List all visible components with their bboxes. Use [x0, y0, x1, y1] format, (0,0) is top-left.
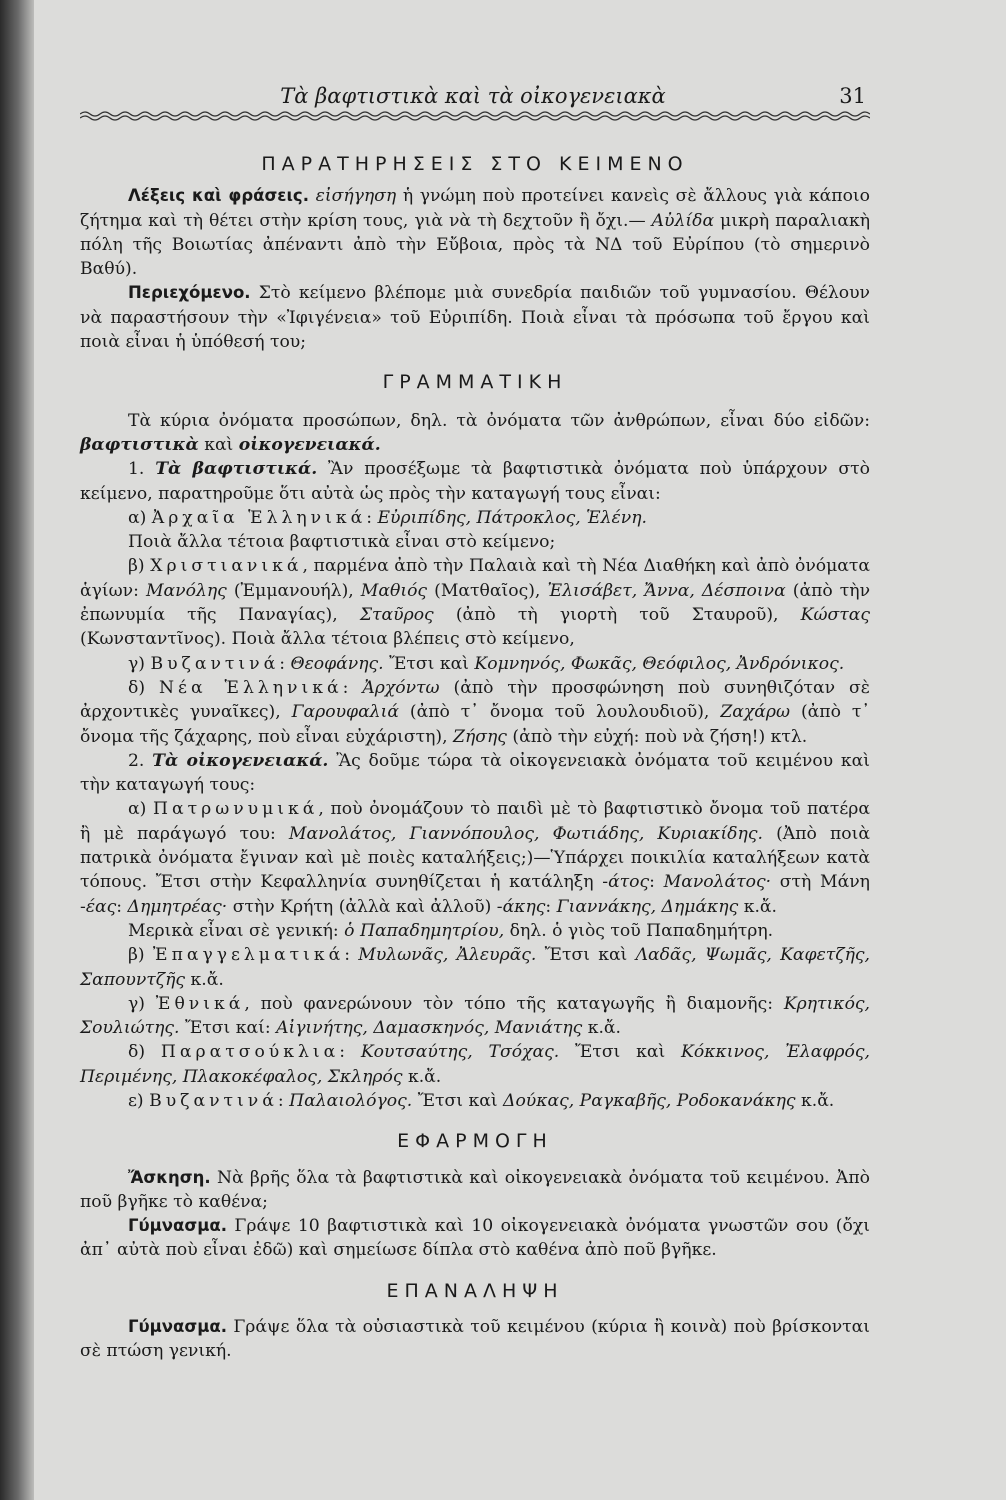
- exercise-gymnasma-2: Γύμνασμα. Γράψε ὅλα τὰ οὐσιαστικὰ τοῦ κειμένου (κύρια ἢ κοινὰ) ποὺ βρίσκονται σὲ πτώση γενική.: [80, 1317, 870, 1362]
- grammar-section-2: 2. Τὰ οἰκογενειακά. Ἂς δοῦμε τώρα τὰ οἰκογενειακὰ ὀνόματα τοῦ κειμένου καὶ τὴν καταγωγή τους:: [80, 750, 870, 796]
- lexeis-label: Λέξεις καὶ φράσεις.: [128, 186, 309, 206]
- page-number: 31: [839, 84, 866, 108]
- paragraph-lexeis: Λέξεις καὶ φράσεις. εἰσήγηση ἡ γνώμη ποὺ προτείνει κανεὶς σὲ ἄλλους γιὰ κάποιο ζήτημα καὶ τὴ θέτει στὴν κρίση τους, γιὰ νὰ τὴ δεχτοῦν ἢ ὄχι.— Αὐλίδα μικρὴ παραλιακὴ πόλη τῆς Βοιωτίας ἀπέναντι ἀπὸ τὴν Εὔβοια, πρὸς τὰ ΝΔ τοῦ Εὐρίπου (τὸ σημερινὸ Βαθύ).: [80, 186, 871, 280]
- grammar-section-1: 1. Τὰ βαφτιστικά. Ἂν προσέξωμε τὰ βαφτιστικὰ ὀνόματα ποὺ ὑπάρχουν στὸ κείμενο, παρατηροῦμε ὅτι αὐτὰ ὡς πρὸς τὴν καταγωγή τους εἶναι:: [80, 459, 870, 504]
- question-ancient: Ποιὰ ἄλλα τέτοια βαφτιστικὰ εἶναι στὸ κείμενο;: [128, 532, 556, 553]
- list-item-patronymic: α) Πατρωνυμικά, ποὺ ὀνομάζουν τὸ παιδὶ μὲ τὸ βαφτιστικὸ ὄνομα τοῦ πατέρα ἢ μὲ παράγωγό του: Μανολάτος, Γιαννόπουλος, Φωτιάδης, Κυριακίδης. (Ἀπὸ ποιὰ πατρικὰ ὀνόματα ἔγιναν καὶ μὲ ποιὲς καταλήξεις;)—Ὑπάρχει ποικιλία καταλήξεων κατὰ τόπους. Ἔτσι στὴν Κεφαλληνία συνηθίζεται ἡ κατάληξη -άτος: Μανολάτος· στὴ Μάνη -έας: Δημητρέας· στὴν Κρήτη (ἀλλὰ καὶ ἀλλοῦ) -άκης: Γιαννάκης, Δημάκης κ.ἄ.: [80, 799, 871, 917]
- page-binding-shadow: [0, 0, 34, 1500]
- list-item-nicknames: δ) Παρατσούκλια: Κουτσαύτης, Τσόχας. Ἔτσι καὶ Κόκκινος, Ἐλαφρός, Περιμένης, Πλακοκέφαλος, Σκληρός κ.ἄ.: [80, 1042, 870, 1087]
- list-item-ethnic: γ) Ἐθνικά, ποὺ φανερώνουν τὸν τόπο τῆς καταγωγῆς ἢ διαμονῆς: Κρητικός, Σουλιώτης. Ἔτσι καί: Αἰγινήτης, Δαμασκηνός, Μανιάτης κ.ἄ.: [80, 993, 871, 1039]
- application-heading: ΕΦΑΡΜΟΓΗ: [397, 1130, 553, 1153]
- exercise-gymnasma-1: Γύμνασμα. Γράψε 10 βαφτιστικὰ καὶ 10 οἰκογενειακὰ ὀνόματα γνωστῶν σου (ὄχι ἀπ᾽ αὐτὰ ποὺ εἶναι ἐδῶ) καὶ σημείωσε δίπλα στὸ καθένα ἀπὸ ποῦ βγῆκε.: [80, 1216, 870, 1261]
- grammar-intro: Τὰ κύρια ὀνόματα προσώπων, δηλ. τὰ ὀνόματα τῶν ἀνθρώπων, εἶναι δύο εἰδῶν: βαφτιστικὰ καὶ οἰκογενειακά.: [80, 410, 870, 455]
- list-item-ancient: α) Ἀρχαῖα Ἑλληνικά: Εὐριπίδης, Πάτροκλος, Ἑλένη.: [128, 507, 647, 528]
- header-wavy-rule: [80, 110, 870, 122]
- list-item-modern-greek: δ) Νέα Ἑλληνικά: Ἀρχόντω (ἀπὸ τὴν προσφώνηση ποὺ συνηθιζόταν σὲ ἀρχοντικὲς γυναῖκες), Γαρουφαλιά (ἀπὸ τ᾽ ὄνομα τοῦ λουλουδιοῦ), Ζαχάρω (ἀπὸ τ᾽ ὄνομα τῆς ζάχαρης, ποὺ εἶναι εὐχάριστη), Ζήσης (ἀπὸ τὴν εὐχή: ποὺ νὰ ζήση!) κτλ.: [80, 677, 870, 747]
- grammar-heading: ΓΡΑΜΜΑΤΙΚΗ: [382, 371, 568, 394]
- page-body: [80, 140, 870, 1364]
- list-item-professional: β) Ἐπαγγελματικά: Μυλωνᾶς, Ἀλευρᾶς. Ἔτσι καὶ Λαδᾶς, Ψωμᾶς, Καφετζῆς, Σαπουντζῆς κ.ἄ.: [80, 945, 871, 990]
- list-item-byzantine: γ) Βυζαντινά: Θεοφάνης. Ἔτσι καὶ Κομνηνός, Φωκᾶς, Θεόφιλος, Ἀνδρόνικος.: [128, 653, 845, 674]
- notes-heading: ΠΑΡΑΤΗΡΗΣΕΙΣ ΣΤΟ ΚΕΙΜΕΝΟ: [261, 153, 689, 175]
- review-heading: ΕΠΑΝΑΛΗΨΗ: [386, 1279, 564, 1302]
- exercise-askisi: Ἄσκηση. Νὰ βρῆς ὅλα τὰ βαφτιστικὰ καὶ οἰκογενειακὰ ὀνόματα τοῦ κειμένου. Ἀπὸ ποῦ βγῆκε τὸ καθένα;: [80, 1167, 870, 1212]
- list-item-byzantine-surnames: ε) Βυζαντινά: Παλαιολόγος. Ἔτσι καὶ Δούκας, Ραγκαβῆς, Ροδοκανάκης κ.ἄ.: [128, 1090, 835, 1111]
- running-title: Τὰ βαφτιστικὰ καὶ τὰ οἰκογενειακὰ: [280, 84, 666, 108]
- list-item-christian: β) Χριστιανικά, παρμένα ἀπὸ τὴν Παλαιὰ καὶ τὴ Νέα Διαθήκη καὶ ἀπὸ ὀνόματα ἁγίων: Μανόλης (Ἐμμανουήλ), Μαθιός (Ματθαῖος), Ἐλισάβετ, Ἄννα, Δέσποινα (ἀπὸ τὴν ἐπωνυμία τῆς Παναγίας), Σταῦρος (ἀπὸ τὴ γιορτὴ τοῦ Σταυροῦ), Κώστας (Κωνσταντῖνος). Ποιὰ ἄλλα τέτοια βλέπεις στὸ κείμενο,: [80, 556, 871, 650]
- genitive-note: Μερικὰ εἶναι σὲ γενική: ὁ Παπαδημητρίου, δηλ. ὁ γιὸς τοῦ Παπαδημήτρη.: [128, 920, 774, 941]
- paragraph-content: Περιεχόμενο. Στὸ κείμενο βλέπομε μιὰ συνεδρία παιδιῶν τοῦ γυμνασίου. Θέλουν νὰ παραστήσουν τὴν «Ἰφιγένεια» τοῦ Εὐριπίδη. Ποιὰ εἶναι τὰ πρόσωπα τοῦ ἔργου καὶ ποιὰ εἶναι ἡ ὑπόθεσή του;: [80, 283, 870, 353]
- content-label: Περιεχόμενο.: [128, 283, 251, 303]
